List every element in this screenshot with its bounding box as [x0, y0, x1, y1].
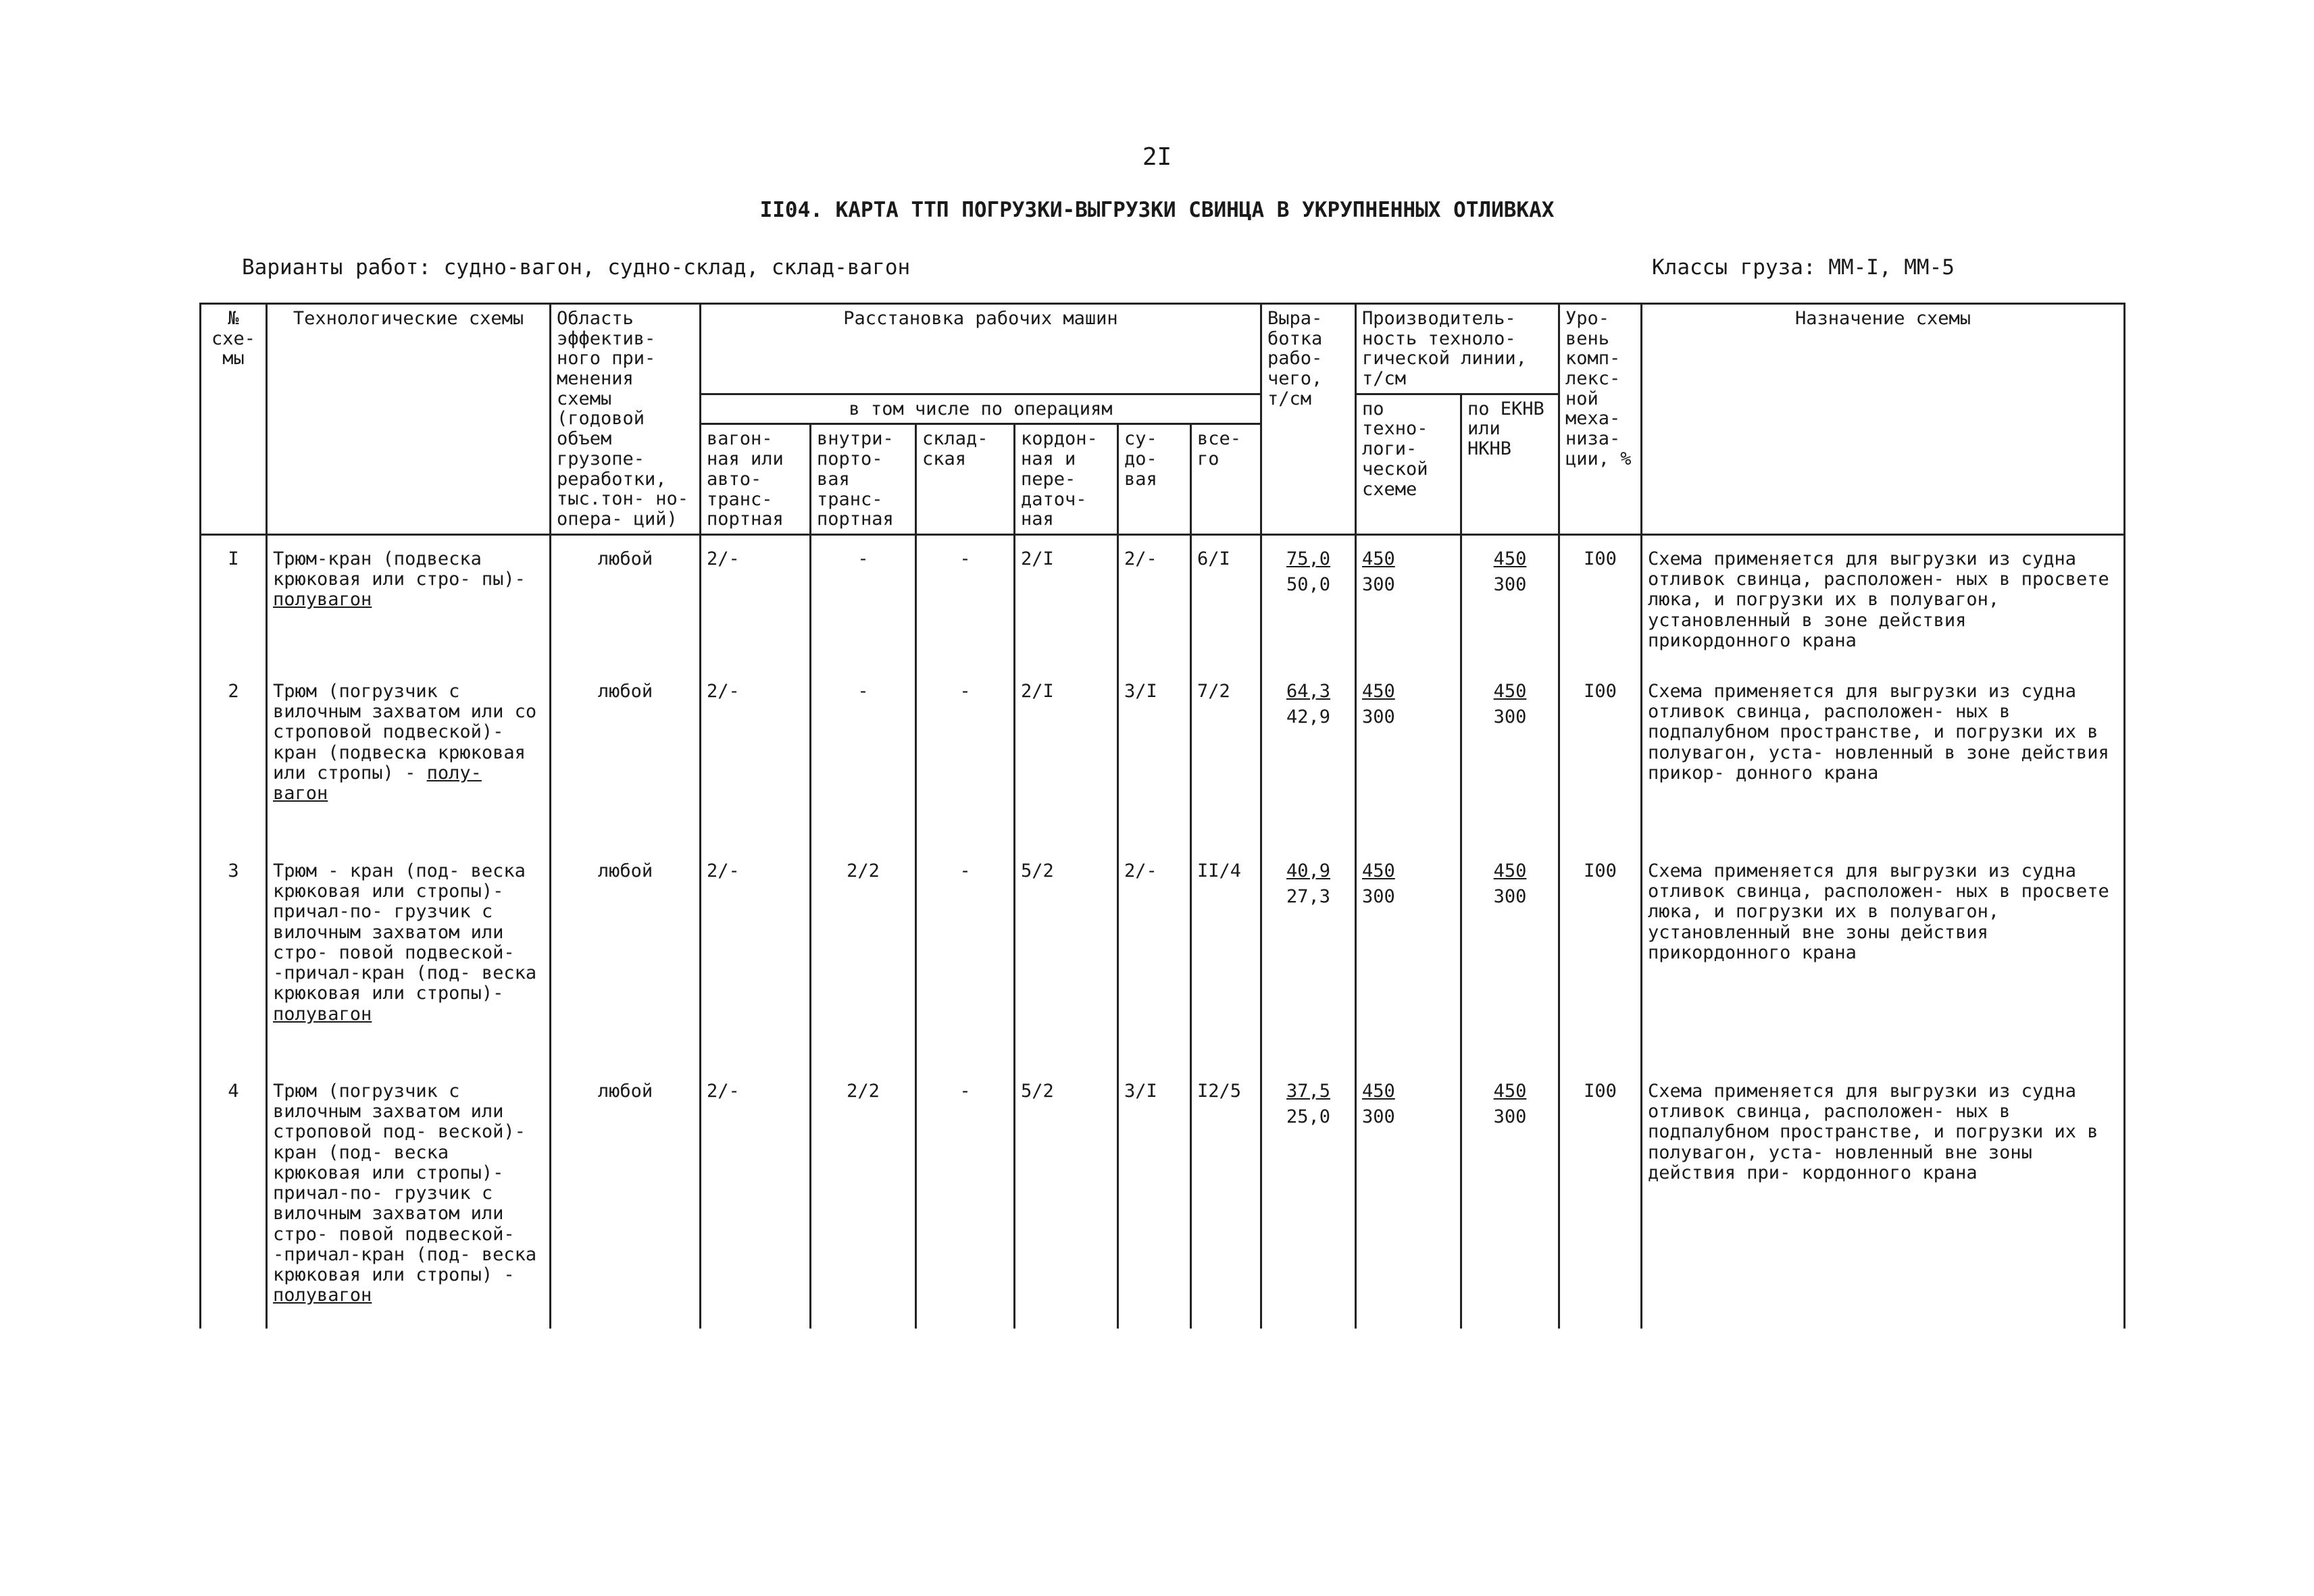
row-prod-scheme [1356, 668, 1461, 848]
prod-scheme-top: 450 [1362, 860, 1395, 881]
header-output: Выра- ботка рабо- чего, т/см [1261, 304, 1356, 535]
row-purpose: Схема применяется для выгрузки из судна отливок свинца, расположен- ных в просвете люка, и погрузки их в полувагон, установленный в зоне действия прикордонного крана [1642, 534, 2125, 668]
header-area: Область эффектив- ного при- менения схемы (годовой объем грузопе- реработки, тыс.тон- но-опера- ций) [551, 304, 701, 535]
header-mechanization: Уро- вень комп- лекс- ной меха- низа- ции, % [1559, 304, 1642, 535]
scheme-destination: полу- вагон [273, 762, 482, 804]
prod-scheme-bottom: 300 [1362, 706, 1395, 727]
prod-eknv-bottom: 300 [1493, 1106, 1527, 1127]
table-row [201, 668, 2125, 848]
prod-eknv-bottom: 300 [1493, 885, 1527, 907]
output-top: 37,5 [1286, 1080, 1331, 1102]
row-prod-scheme [1356, 534, 1461, 668]
row-prod-scheme [1356, 1068, 1461, 1329]
row-quay: 5/2 [1015, 1068, 1118, 1329]
cargo-classes: Классы груза: ММ-I, ММ-5 [1652, 255, 1955, 280]
header-placement: Расстановка рабочих машин [701, 304, 1261, 394]
prod-scheme-top: 450 [1362, 548, 1395, 569]
row-prod-scheme [1356, 848, 1461, 1068]
header-row-1 [201, 304, 2125, 394]
prod-eknv-top: 450 [1493, 680, 1527, 702]
row-mechanization: I00 [1559, 848, 1642, 1068]
header-by-scheme: по техно- логи- ческой схеме [1356, 394, 1461, 534]
row-inner: - [811, 668, 916, 848]
row-prod-eknv [1461, 534, 1559, 668]
output-bottom: 50,0 [1286, 573, 1331, 595]
row-num: I [201, 534, 267, 668]
work-variants: Варианты работ: судно-вагон, судно-склад, склад-вагон [242, 255, 911, 280]
row-total: II/4 [1191, 848, 1261, 1068]
table-row [201, 1068, 2125, 1329]
prod-scheme-bottom: 300 [1362, 885, 1395, 907]
scheme-text: Трюм (погрузчик с вилочным захватом или строповой под- веской)-кран (под- веска крюковая или стропы)-причал-по- грузчик с вилочным захватом или стро- повой подвеской- -причал-кран (под- веска крюковая или стропы) - [273, 1080, 537, 1285]
row-scheme [267, 848, 551, 1068]
header-wagon: вагон- ная или авто- транс- портная [701, 424, 811, 534]
row-ship: 3/I [1118, 668, 1191, 848]
table-row [201, 848, 2125, 1068]
row-quay: 2/I [1015, 534, 1118, 668]
row-warehouse: - [916, 1068, 1015, 1329]
row-num: 2 [201, 668, 267, 848]
row-num: 4 [201, 1068, 267, 1329]
header-ship: су- до- вая [1118, 424, 1191, 534]
table-row [201, 534, 2125, 668]
prod-eknv-bottom: 300 [1493, 573, 1527, 595]
row-purpose: Схема применяется для выгрузки из судна отливок свинца, расположен- ных в подпалубном пространстве, и погрузки их в полувагон, уста- новленный вне зоны действия при- кордонного крана [1642, 1068, 2125, 1329]
row-purpose: Схема применяется для выгрузки из судна отливок свинца, расположен- ных в просвете люка, и погрузки их в полувагон, установленный вне зоны действия прикордонного крана [1642, 848, 2125, 1068]
prod-scheme-top: 450 [1362, 1080, 1395, 1102]
row-area: любой [551, 1068, 701, 1329]
row-inner: 2/2 [811, 1068, 916, 1329]
scheme-destination: полувагон [273, 1003, 372, 1025]
header-including: в том числе по операциям [701, 394, 1261, 424]
prod-scheme-bottom: 300 [1362, 573, 1395, 595]
header-purpose: Назначение схемы [1642, 304, 2125, 535]
page-number: 2I [1142, 143, 1172, 171]
row-scheme [267, 668, 551, 848]
row-mechanization: I00 [1559, 1068, 1642, 1329]
prod-scheme-top: 450 [1362, 680, 1395, 702]
prod-eknv-top: 450 [1493, 1080, 1527, 1102]
row-scheme [267, 1068, 551, 1329]
header-inner: внутри- порто- вая транс- портная [811, 424, 916, 534]
row-mechanization: I00 [1559, 668, 1642, 848]
prod-eknv-top: 450 [1493, 860, 1527, 881]
row-total: I2/5 [1191, 1068, 1261, 1329]
row-scheme [267, 534, 551, 668]
row-prod-eknv [1461, 848, 1559, 1068]
row-quay: 2/I [1015, 668, 1118, 848]
output-bottom: 27,3 [1286, 885, 1331, 907]
header-quay: кордон- ная и пере- даточ- ная [1015, 424, 1118, 534]
header-by-eknv: по ЕКНВ или НКНВ [1461, 394, 1559, 534]
row-area: любой [551, 668, 701, 848]
row-output [1261, 534, 1356, 668]
output-top: 75,0 [1286, 548, 1331, 569]
output-bottom: 42,9 [1286, 706, 1331, 727]
row-wagon: 2/- [701, 668, 811, 848]
header-warehouse: склад- ская [916, 424, 1015, 534]
scheme-text: Трюм - кран (под- веска крюковая или стропы)-причал-по- грузчик с вилочным захватом или стро- повой подвеской- -причал-кран (под- веска крюковая или стропы)- [273, 860, 537, 1004]
row-output [1261, 668, 1356, 848]
row-total: 7/2 [1191, 668, 1261, 848]
row-wagon: 2/- [701, 1068, 811, 1329]
row-ship: 2/- [1118, 534, 1191, 668]
output-top: 64,3 [1286, 680, 1331, 702]
row-wagon: 2/- [701, 534, 811, 668]
row-ship: 2/- [1118, 848, 1191, 1068]
row-mechanization: I00 [1559, 534, 1642, 668]
document-title: II04. КАРТА ТТП ПОГРУЗКИ-ВЫГРУЗКИ СВИНЦА В УКРУПНЕННЫХ ОТЛИВКАХ [759, 198, 1555, 222]
row-prod-eknv [1461, 1068, 1559, 1329]
output-bottom: 25,0 [1286, 1106, 1331, 1127]
row-prod-eknv [1461, 668, 1559, 848]
prod-scheme-bottom: 300 [1362, 1106, 1395, 1127]
prod-eknv-bottom: 300 [1493, 706, 1527, 727]
row-ship: 3/I [1118, 1068, 1191, 1329]
row-warehouse: - [916, 534, 1015, 668]
header-scheme: Технологические схемы [267, 304, 551, 535]
row-inner: 2/2 [811, 848, 916, 1068]
scheme-text: Трюм-кран (подвеска крюковая или стро- пы)- [273, 548, 526, 590]
header-total: все- го [1191, 424, 1261, 534]
row-area: любой [551, 848, 701, 1068]
row-quay: 5/2 [1015, 848, 1118, 1068]
header-num: № схе- мы [201, 304, 267, 535]
row-num: 3 [201, 848, 267, 1068]
row-warehouse: - [916, 848, 1015, 1068]
row-area: любой [551, 534, 701, 668]
scheme-text: Трюм (погрузчик с вилочным захватом или со строповой подвеской)-кран (подвеска крюковая или стропы) - [273, 680, 537, 783]
scheme-destination: полувагон [273, 589, 372, 611]
row-output [1261, 848, 1356, 1068]
row-total: 6/I [1191, 534, 1261, 668]
header-productivity: Производитель- ность техноло- гической линии, т/см [1356, 304, 1559, 394]
ttp-table [199, 296, 2126, 1329]
row-inner: - [811, 534, 916, 668]
row-output [1261, 1068, 1356, 1329]
scheme-destination: полувагон [273, 1285, 372, 1306]
row-wagon: 2/- [701, 848, 811, 1068]
output-top: 40,9 [1286, 860, 1331, 881]
header-band [201, 296, 2125, 304]
prod-eknv-top: 450 [1493, 548, 1527, 569]
row-purpose: Схема применяется для выгрузки из судна отливок свинца, расположен- ных в подпалубном пространстве, и погрузки их в полувагон, уста- новленный в зоне действия прикор- донного крана [1642, 668, 2125, 848]
row-warehouse: - [916, 668, 1015, 848]
